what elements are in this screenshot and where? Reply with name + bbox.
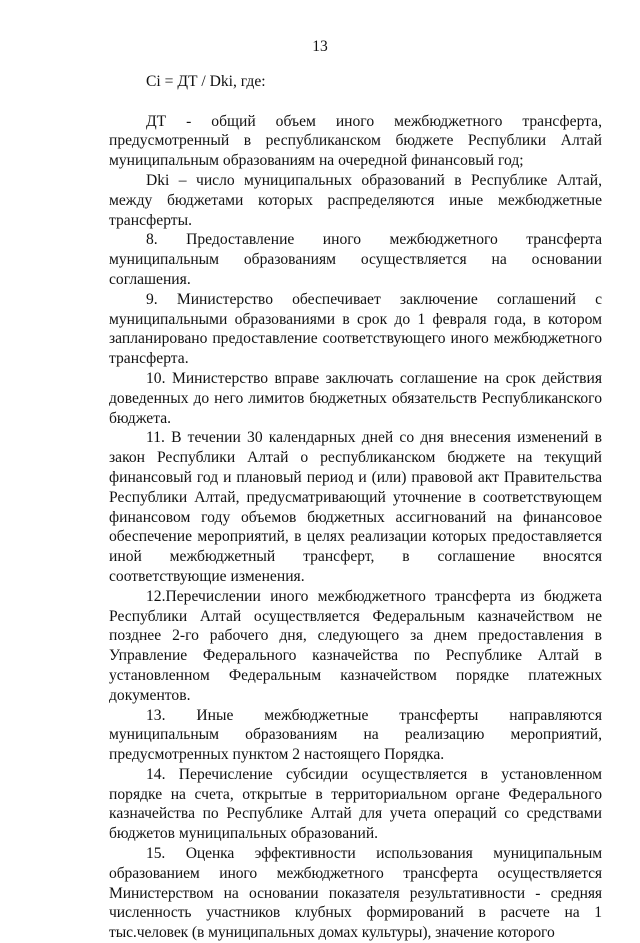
paragraph-dki-definition: Dki – число муниципальных образований в Республике Алтай, между бюджетами которых распределяются иные межбюджетные трансферты. [109, 171, 602, 229]
paragraph-clause-10: 10. Министерство вправе заключать соглашение на срок действия доведенных до него лимитов бюджетных обязательств Республиканского бюджета. [109, 369, 602, 427]
page-number: 13 [312, 38, 328, 55]
paragraph-clause-8: 8. Предоставление иного межбюджетного трансферта муниципальным образованиям осуществляется на основании соглашения. [109, 231, 602, 288]
paragraph-clause-15: 15. Оценка эффективности использования муниципальным образованием иного межбюджетного трансферта осуществляется Министерством на основании показателя результативности - средняя численность участников клубных формирований в расчете на 1 тыс.человек (в муниципальных домах культуры), значение которого [109, 845, 602, 942]
formula-line: Ci = ДТ / Dki, где: [146, 73, 266, 90]
paragraph-clause-14: 14. Перечисление субсидии осуществляется в установленном порядке на счета, открытые в территориальном органе Федерального казначейства по Республике Алтай для учета операций со средствами бюджетов муниципальных образований. [109, 765, 602, 843]
paragraph-clause-12: 12.Перечислении иного межбюджетного трансферта из бюджета Республики Алтай осуществляется Федеральным казначейством не позднее 2-го рабочего дня, следующего за днем предоставления в Управление Федерального казначейства по Республике Алтай в установленном Федеральным казначейством порядке платежных документов. [109, 587, 602, 704]
paragraph-clause-11: 11. В течении 30 календарных дней со дня внесения изменений в закон Республики Алтай о республиканском бюджете на текущий финансовый год и плановый период и (или) правовой акт Правительства Республики Алтай, предусматривающий уточнение в соответствующем финансовом году объемов бюджетных ассигнований на финансовое обеспечение мероприятий, в целях реализации которых предоставляется иной межбюджетный трансферт, в соглашение вносятся соответствующие изменения. [109, 429, 602, 585]
document-body [109, 72, 602, 943]
paragraph-dt-definition: ДТ - общий объем иного межбюджетного трансферта, предусмотренный в республиканском бюджете Республики Алтай муниципальным образованиям на очередной финансовый год; [109, 112, 602, 170]
paragraph-clause-13: 13. Иные межбюджетные трансферты направляются муниципальным образованиям на реализацию мероприятий, предусмотренных пунктом 2 настоящего Порядка. [109, 706, 602, 764]
paragraph-clause-9: 9. Министерство обеспечивает заключение соглашений с муниципальными образованиями в срок до 1 февраля года, в котором запланировано предоставление соответствующего иного межбюджетного трансферта. [109, 290, 602, 368]
